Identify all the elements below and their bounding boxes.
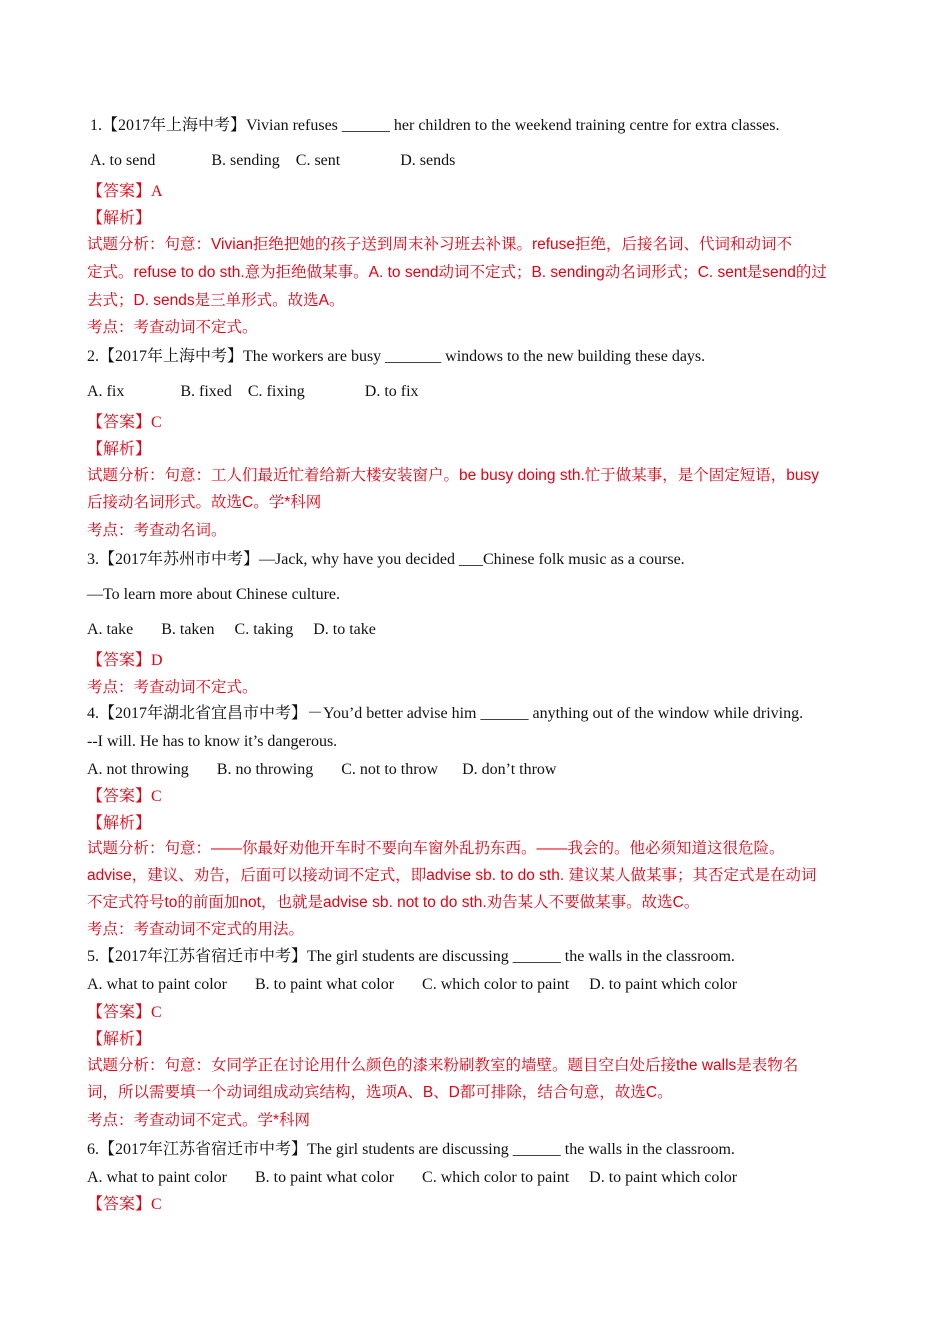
question-1-analysis-line: 去式；D. sends是三单形式。故选A。	[87, 292, 345, 309]
question-4-analysis-title: 【解析】	[87, 815, 152, 832]
question-2-answer: 【答案】C	[87, 414, 162, 431]
question-3-options: A. take B. taken C. taking D. to take	[87, 621, 376, 638]
question-2-stem: 2.【2017年上海中考】The workers are busy _______ windows to the new building these days.	[87, 348, 706, 365]
question-2-analysis-line: 后接动名词形式。故选C。学*科网	[87, 494, 322, 511]
question-4-point: 考点：考查动词不定式的用法。	[87, 921, 305, 938]
question-3-answer: 【答案】D	[87, 652, 163, 669]
question-3-reply: —To learn more about Chinese culture.	[87, 586, 341, 603]
question-5-answer: 【答案】C	[87, 1004, 162, 1021]
question-4-answer: 【答案】C	[87, 788, 162, 805]
question-1-answer: 【答案】A	[87, 183, 163, 200]
question-5-analysis-line: 试题分析：句意：女同学正在讨论用什么颜色的漆来粉刷教室的墙壁。题目空白处后接the walls是表物名	[87, 1057, 799, 1074]
question-4-stem: 4.【2017年湖北省宜昌市中考】－You’d better advise him ______ anything out of the window while driving.	[87, 705, 804, 722]
question-6-options: A. what to paint color B. to paint what color C. which color to paint D. to paint which color	[87, 1169, 738, 1186]
question-2-analysis-title: 【解析】	[87, 441, 152, 458]
question-5-options: A. what to paint color B. to paint what color C. which color to paint D. to paint which color	[87, 976, 738, 993]
question-1-point: 考点：考查动词不定式。	[87, 319, 258, 336]
question-1-options: A. to send B. sending C. sent D. sends	[90, 152, 456, 169]
question-5-point: 考点：考查动词不定式。学*科网	[87, 1112, 311, 1129]
question-4-analysis-line: 不定式符号to的前面加not，也就是advise sb. not to do sth.劝告某人不要做某事。故选C。	[87, 894, 700, 911]
question-1-stem: 1.【2017年上海中考】Vivian refuses ______ her children to the weekend training centre for extra classes.	[90, 117, 780, 134]
question-4-analysis-line: 试题分析：句意：——你最好劝他开车时不要向车窗外乱扔东西。——我会的。他必须知道这很危险。	[87, 840, 785, 857]
question-1-analysis-line: 试题分析：句意：Vivian拒绝把她的孩子送到周末补习班去补课。refuse拒绝，后接名词、代词和动词不	[87, 236, 793, 253]
question-5-stem: 5.【2017年江苏省宿迁市中考】The girl students are discussing ______ the walls in the classroom.	[87, 948, 735, 965]
question-1-analysis-line: 定式。refuse to do sth.意为拒绝做某事。A. to send动词不定式；B. sending动名词形式；C. sent是send的过	[87, 264, 827, 281]
question-3-stem: 3.【2017年苏州市中考】—Jack, why have you decided ___Chinese folk music as a course.	[87, 551, 685, 568]
question-2-point: 考点：考查动名词。	[87, 522, 227, 539]
question-2-options: A. fix B. fixed C. fixing D. to fix	[87, 383, 419, 400]
question-6-stem: 6.【2017年江苏省宿迁市中考】The girl students are discussing ______ the walls in the classroom.	[87, 1141, 735, 1158]
question-5-analysis-title: 【解析】	[87, 1031, 152, 1048]
question-3-point: 考点：考查动词不定式。	[87, 679, 258, 696]
question-6-answer: 【答案】C	[87, 1196, 162, 1213]
question-2-analysis-line: 试题分析：句意：工人们最近忙着给新大楼安装窗户。be busy doing sth.忙于做某事，是个固定短语，busy	[87, 467, 820, 484]
question-4-options: A. not throwing B. no throwing C. not to throw D. don’t throw	[87, 761, 557, 778]
question-4-reply: --I will. He has to know it’s dangerous.	[87, 733, 338, 750]
question-5-analysis-line: 词，所以需要填一个动词组成动宾结构，选项A、B、D都可排除，结合句意，故选C。	[87, 1084, 673, 1101]
question-4-analysis-line: advise，建议、劝告，后面可以接动词不定式，即advise sb. to do sth. 建议某人做某事；其否定式是在动词	[87, 867, 817, 884]
question-1-analysis-title: 【解析】	[87, 210, 152, 227]
